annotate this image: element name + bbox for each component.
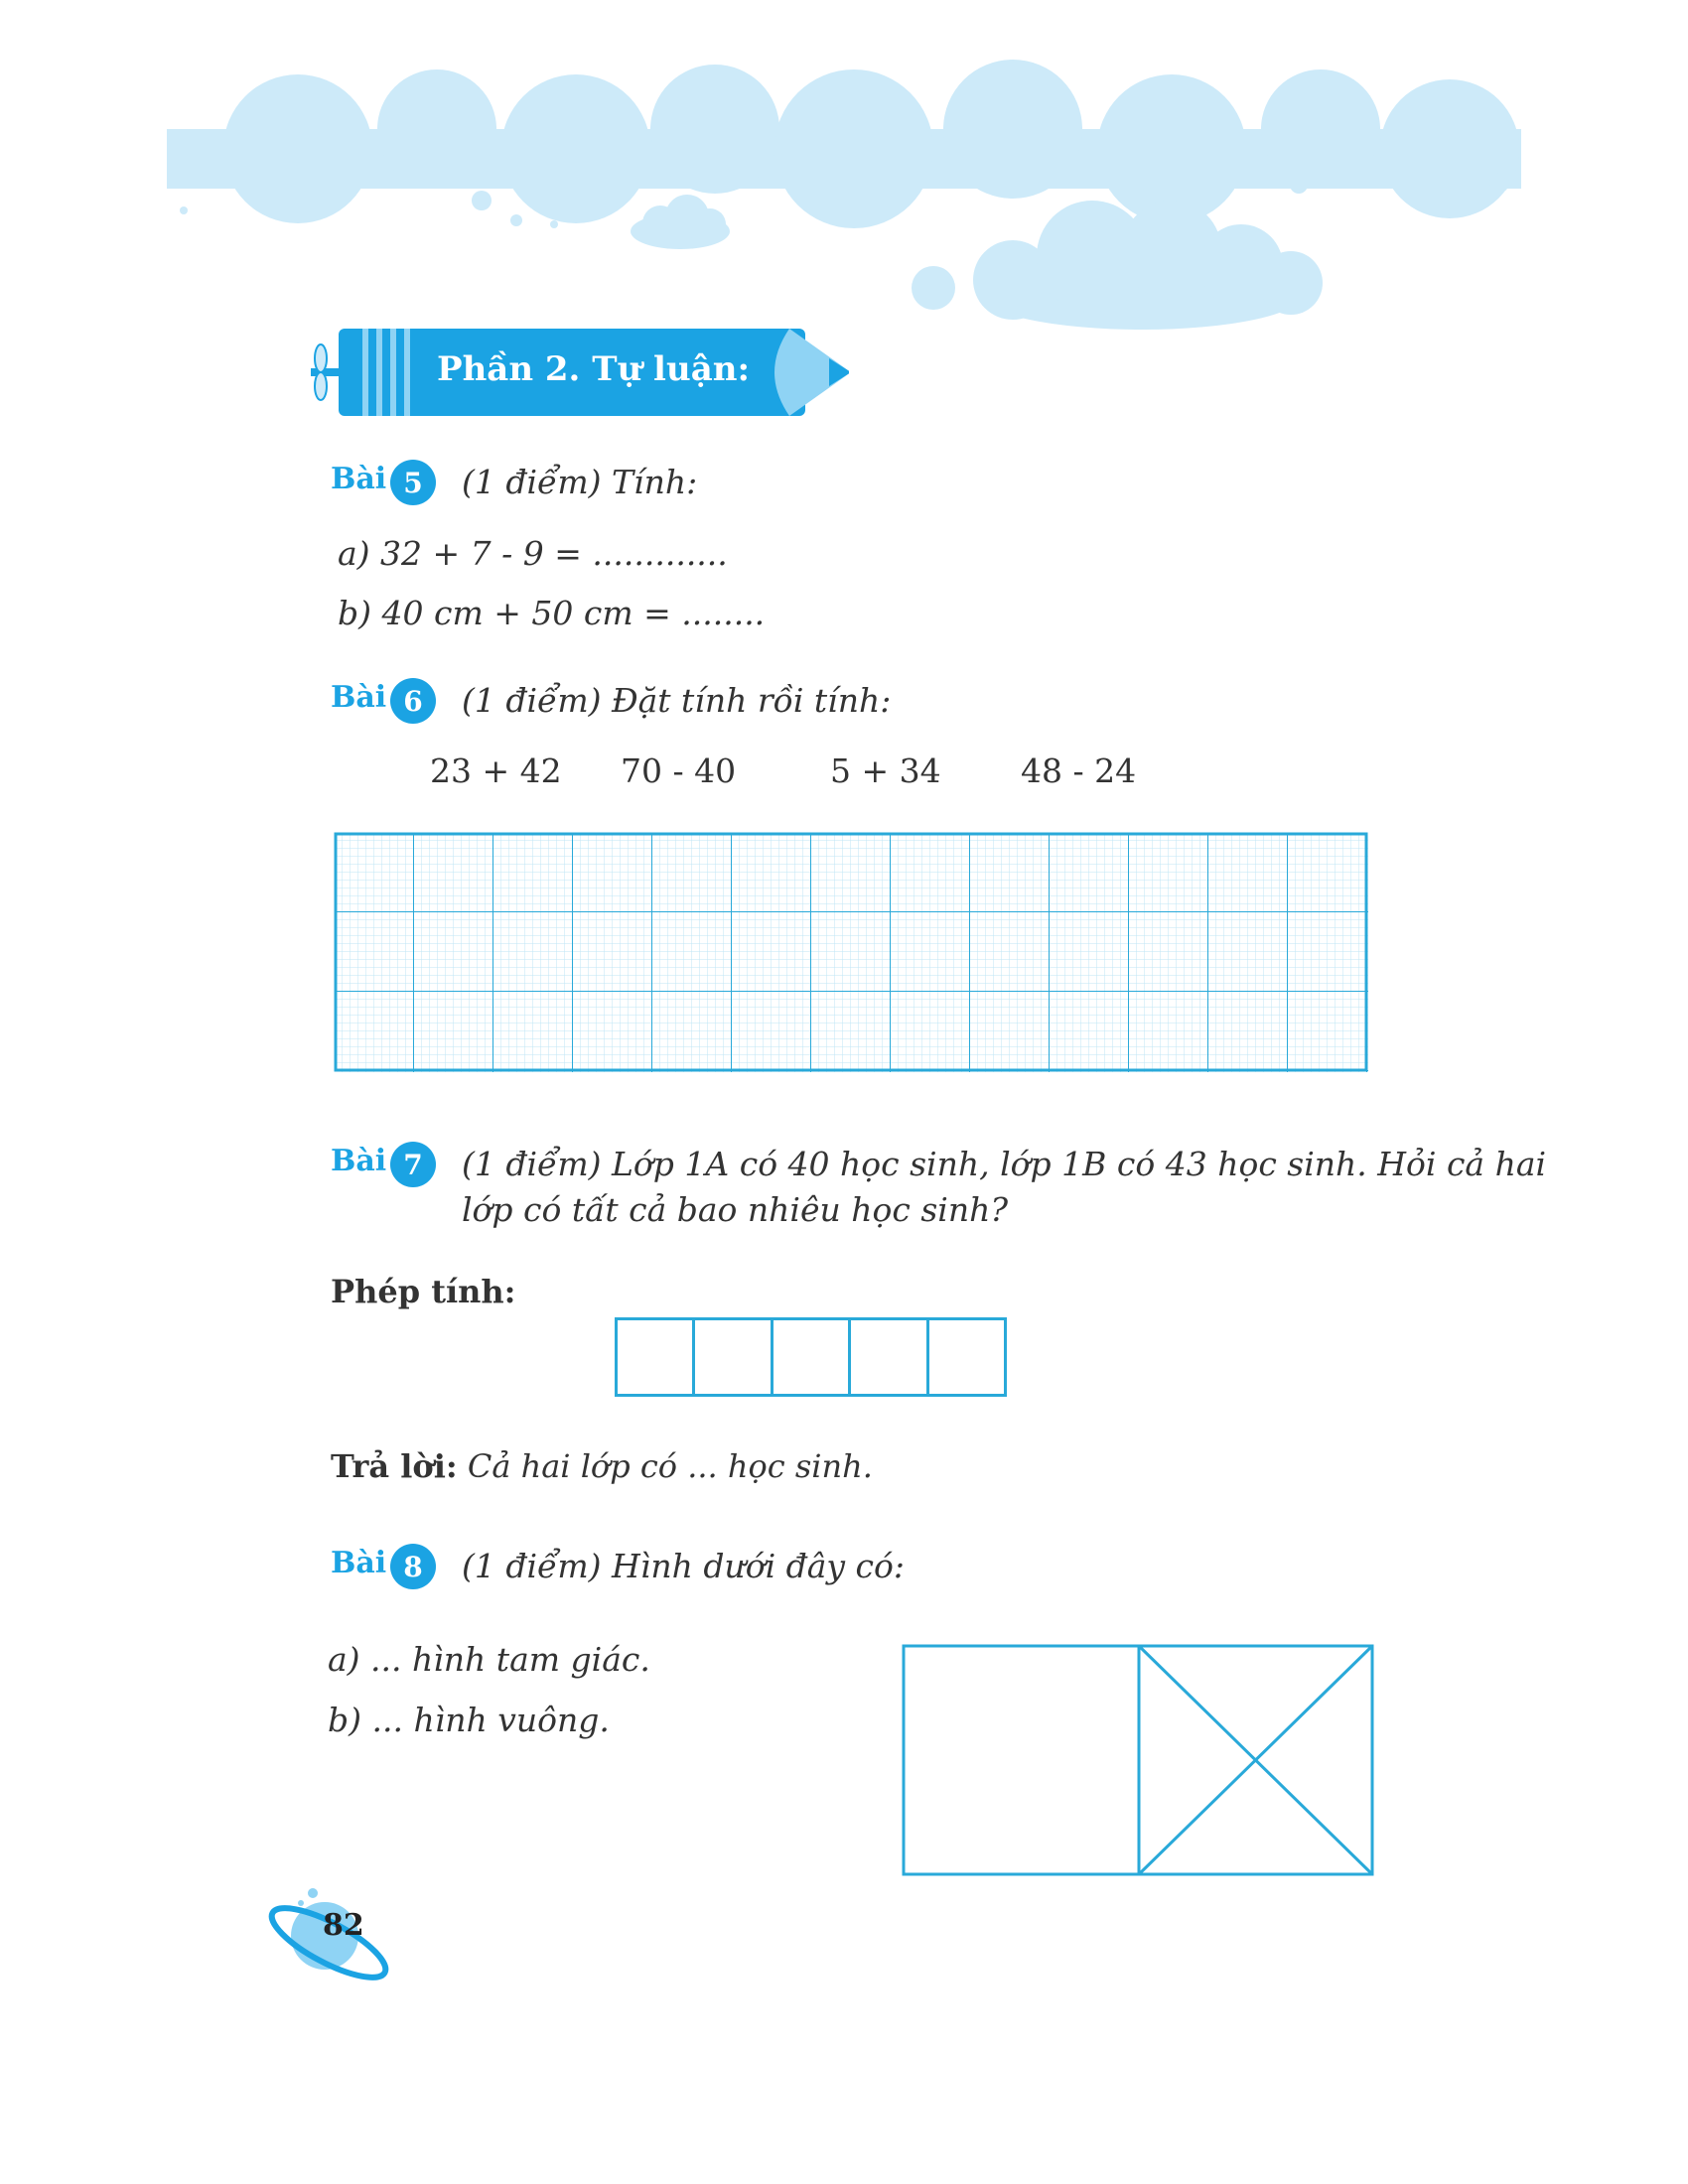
bai5-prompt: (1 điểm) Tính: (462, 463, 698, 501)
calc-box[interactable] (929, 1320, 1004, 1394)
bai8-item-a: a) ... hình tam giác. (328, 1640, 650, 1679)
answer-label: Trả lời: (331, 1447, 458, 1485)
bai7-label: Bài (331, 1144, 387, 1178)
calc-box[interactable] (774, 1320, 851, 1394)
bai6-expr-1: 23 + 42 (430, 751, 562, 790)
bai6-expr-3: 5 + 34 (830, 751, 941, 790)
bai5-label: Bài (331, 462, 387, 496)
bai7-number-badge: 7 (390, 1142, 436, 1187)
bai7-prompt-line2: lớp có tất cả bao nhiêu học sinh? (462, 1190, 1009, 1229)
calc-label: Phép tính: (331, 1273, 516, 1310)
calc-box[interactable] (695, 1320, 773, 1394)
bai6-expr-2: 70 - 40 (621, 751, 737, 790)
answer-line (331, 1447, 873, 1485)
bai6-label: Bài (331, 680, 387, 715)
bai7-prompt-line1: (1 điểm) Lớp 1A có 40 học sinh, lớp 1B có 43 học sinh. Hỏi cả hai (462, 1145, 1547, 1183)
header-clouds (0, 0, 1688, 338)
bai5-item-a: a) 32 + 7 - 9 = ............. (338, 534, 728, 573)
calc-box[interactable] (618, 1320, 695, 1394)
page-number: 82 (323, 1908, 364, 1943)
answer-text: Cả hai lớp có ... học sinh. (457, 1447, 873, 1485)
bai6-number-badge: 6 (390, 678, 436, 724)
bai8-number-badge: 8 (390, 1544, 436, 1589)
section-title: Phần 2. Tự luận: (437, 349, 750, 389)
bai8-label: Bài (331, 1546, 387, 1580)
bai8-item-b: b) ... hình vuông. (328, 1701, 610, 1739)
bai5-number-badge: 5 (390, 460, 436, 505)
bai5-item-b: b) 40 cm + 50 cm = ........ (338, 594, 766, 632)
shape-figure (901, 1643, 1377, 1881)
calculation-grid[interactable] (334, 832, 1368, 1074)
calc-box[interactable] (851, 1320, 928, 1394)
bai8-prompt: (1 điểm) Hình dưới đây có: (462, 1547, 906, 1585)
bai6-prompt: (1 điểm) Đặt tính rồi tính: (462, 681, 892, 720)
bai6-expr-4: 48 - 24 (1021, 751, 1137, 790)
calc-boxes[interactable] (615, 1317, 1007, 1397)
